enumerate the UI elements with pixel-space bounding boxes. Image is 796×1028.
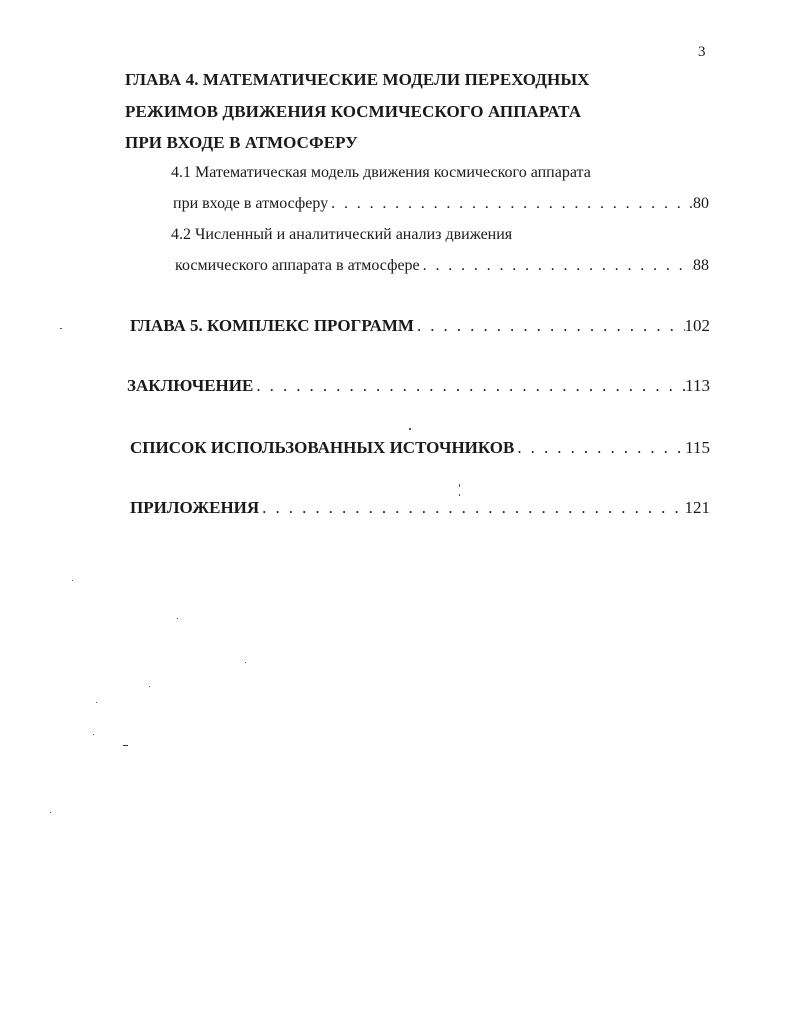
dot-leader (420, 257, 693, 275)
scan-speck (96, 702, 97, 703)
scan-speck (123, 745, 128, 746)
scan-speck (149, 686, 150, 687)
toc-entry-section-4-1[interactable] (173, 195, 709, 213)
dot-leader (253, 376, 685, 396)
scan-speck (50, 812, 51, 813)
scan-speck (72, 580, 73, 581)
scan-speck (409, 428, 411, 430)
toc-entry-conclusion[interactable] (127, 376, 710, 396)
toc-entry-page: 115 (685, 438, 710, 457)
chapter-4-title-line-2: РЕЖИМОВ ДВИЖЕНИЯ КОСМИЧЕСКОГО АППАРАТА (125, 102, 582, 121)
chapter-4-title-line-1: ГЛАВА 4. МАТЕМАТИЧЕСКИЕ МОДЕЛИ ПЕРЕХОДНЫХ (125, 70, 590, 89)
section-4-2-title: 4.2 Численный и аналитический анализ движения (171, 226, 513, 243)
toc-entry-label: при входе в атмосферу (173, 195, 329, 212)
toc-entry-label: космического аппарата в атмосфере (175, 257, 420, 274)
toc-entry-page: 88 (693, 257, 709, 274)
toc-entry-label: ГЛАВА 5. КОМПЛЕКС ПРОГРАММ (130, 316, 414, 335)
section-4-1-title: 4.1 Математическая модель движения космического аппарата (171, 164, 591, 181)
scan-speck (459, 494, 460, 496)
scan-speck (245, 662, 246, 663)
chapter-4-title-line-3: ПРИ ВХОДЕ В АТМОСФЕРУ (125, 133, 358, 152)
toc-entry-section-4-2[interactable] (175, 257, 709, 275)
scan-speck (177, 618, 178, 619)
scan-speck (459, 484, 460, 487)
toc-entry-label: ЗАКЛЮЧЕНИЕ (127, 376, 254, 395)
dot-leader (514, 438, 685, 458)
dot-leader (259, 498, 684, 518)
toc-entry-chapter-5[interactable] (130, 316, 710, 336)
scan-speck (93, 734, 94, 735)
toc-entry-references[interactable] (130, 438, 710, 458)
page-number: 3 (698, 44, 706, 60)
scan-speck (60, 328, 62, 329)
toc-entry-page: 121 (684, 498, 710, 517)
toc-entry-page: 113 (685, 376, 710, 395)
toc-entry-appendices[interactable] (130, 498, 710, 518)
toc-entry-label: ПРИЛОЖЕНИЯ (130, 498, 260, 517)
toc-entry-page: .80 (689, 195, 709, 212)
toc-entry-label: СПИСОК ИСПОЛЬЗОВАННЫХ ИСТОЧНИКОВ (130, 438, 515, 457)
dot-leader (414, 316, 685, 336)
dot-leader (328, 195, 689, 213)
toc-entry-page: 102 (684, 316, 710, 335)
